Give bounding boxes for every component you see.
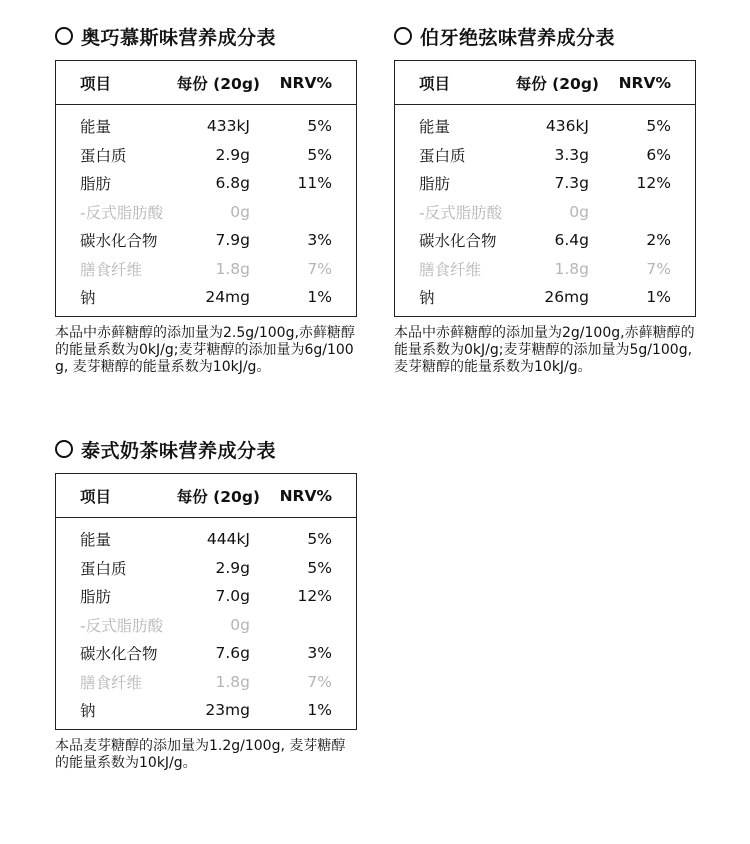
- circle-icon: [55, 27, 73, 45]
- nutrient-name: 钠: [80, 289, 96, 308]
- table-row-energy: [56, 525, 356, 554]
- table-row-protein: [395, 141, 695, 170]
- nutrient-value: 433kJ: [206, 117, 250, 136]
- nutrient-nrv: 1%: [307, 288, 332, 307]
- table-row-fat: [395, 169, 695, 198]
- nutrient-name: 能量: [80, 118, 112, 137]
- nutrient-name: 碳水化合物: [80, 645, 158, 664]
- nutrient-value: 0g: [230, 202, 250, 221]
- nutrition-table: [55, 60, 357, 317]
- nutrient-value: 6.4g: [554, 231, 589, 250]
- table-row-trans-fat: [56, 198, 356, 227]
- nutrient-value: 26mg: [544, 288, 589, 307]
- table-body: [56, 518, 356, 729]
- nutrient-name: -反式脂肪酸: [80, 203, 164, 222]
- nutrient-value: 24mg: [205, 288, 250, 307]
- nutrient-name: 膳食纤维: [80, 673, 143, 692]
- nutrient-value: 7.6g: [215, 644, 250, 663]
- nutrient-nrv: 3%: [307, 644, 332, 663]
- nutrient-name: 碳水化合物: [80, 232, 158, 251]
- nutrient-name: 膳食纤维: [419, 260, 482, 279]
- table-row-fiber: [395, 255, 695, 284]
- table-header: [395, 61, 695, 105]
- nutrient-nrv: 5%: [307, 558, 332, 577]
- nutrient-nrv: 7%: [307, 259, 332, 278]
- nutrient-value: 2.9g: [215, 145, 250, 164]
- table-row-fat: [56, 582, 356, 611]
- nutrient-nrv: 5%: [307, 145, 332, 164]
- nutrient-name: -反式脂肪酸: [419, 203, 503, 222]
- nutrient-value: 7.0g: [215, 587, 250, 606]
- nutrition-panel-chocolate-mousse: [55, 24, 357, 376]
- nutrient-nrv: 2%: [646, 231, 671, 250]
- nutrient-nrv: 5%: [646, 117, 671, 136]
- header-nrv: NRV%: [279, 486, 332, 505]
- nutrient-name: 膳食纤维: [80, 260, 143, 279]
- table-row-trans-fat: [56, 611, 356, 640]
- nutrition-panel-boya-juexian: [394, 24, 696, 376]
- nutrient-name: 能量: [80, 531, 112, 550]
- nutrient-nrv: 7%: [646, 259, 671, 278]
- header-per-serving: 每份 (20g): [515, 74, 599, 93]
- table-header: [56, 474, 356, 518]
- header-item: 项目: [80, 487, 112, 506]
- circle-icon: [55, 440, 73, 458]
- nutrient-nrv: 1%: [646, 288, 671, 307]
- nutrient-nrv: 1%: [307, 701, 332, 720]
- table-header: [56, 61, 356, 105]
- nutrient-value: 7.3g: [554, 174, 589, 193]
- nutrient-nrv: 12%: [636, 174, 671, 193]
- nutrient-nrv: 5%: [307, 530, 332, 549]
- panel-title-text: 奥巧慕斯味营养成分表: [81, 26, 277, 49]
- nutrition-table: [55, 473, 357, 730]
- table-row-trans-fat: [395, 198, 695, 227]
- header-nrv: NRV%: [618, 73, 671, 92]
- table-row-sodium: [395, 283, 695, 312]
- table-row-protein: [56, 554, 356, 583]
- table-row-carbohydrate: [395, 226, 695, 255]
- nutrition-panel-thai-milk-tea: [55, 437, 357, 772]
- table-row-energy: [395, 112, 695, 141]
- nutrient-value: 436kJ: [545, 117, 589, 136]
- nutrient-value: 1.8g: [215, 259, 250, 278]
- panel-note: 本品麦芽糖醇的添加量为1.2g/100g, 麦芽糖醇的能量系数为10kJ/g。: [55, 737, 346, 771]
- nutrient-name: -反式脂肪酸: [80, 616, 164, 635]
- table-row-fiber: [56, 255, 356, 284]
- table-row-sodium: [56, 283, 356, 312]
- nutrient-nrv: 3%: [307, 231, 332, 250]
- nutrient-name: 钠: [80, 702, 96, 721]
- nutrient-nrv: 7%: [307, 672, 332, 691]
- panel-note: 本品中赤藓糖醇的添加量为2g/100g,赤藓糖醇的能量系数为0kJ/g;麦芽糖醇的添加量为5g/100g, 麦芽糖醇的能量系数为10kJ/g。: [394, 324, 695, 375]
- header-item: 项目: [419, 74, 451, 93]
- nutrient-value: 444kJ: [206, 530, 250, 549]
- table-row-carbohydrate: [56, 226, 356, 255]
- table-row-fat: [56, 169, 356, 198]
- nutrient-name: 钠: [419, 289, 435, 308]
- nutrient-name: 脂肪: [80, 175, 112, 194]
- nutrient-nrv: 12%: [297, 587, 332, 606]
- table-row-fiber: [56, 668, 356, 697]
- panel-title: [394, 24, 696, 48]
- nutrient-value: 1.8g: [554, 259, 589, 278]
- nutrient-value: 0g: [569, 202, 589, 221]
- nutrient-nrv: 6%: [646, 145, 671, 164]
- nutrient-nrv: 5%: [307, 117, 332, 136]
- header-per-serving: 每份 (20g): [176, 487, 260, 506]
- nutrient-name: 脂肪: [80, 588, 112, 607]
- nutrient-name: 能量: [419, 118, 451, 137]
- table-row-carbohydrate: [56, 639, 356, 668]
- header-nrv: NRV%: [279, 73, 332, 92]
- panel-title: [55, 24, 357, 48]
- nutrient-name: 脂肪: [419, 175, 451, 194]
- panel-title: [55, 437, 357, 461]
- panel-title-text: 伯牙绝弦味营养成分表: [420, 26, 616, 49]
- nutrient-value: 1.8g: [215, 672, 250, 691]
- header-per-serving: 每份 (20g): [176, 74, 260, 93]
- nutrition-table: [394, 60, 696, 317]
- header-item: 项目: [80, 74, 112, 93]
- table-row-sodium: [56, 696, 356, 725]
- table-body: [395, 105, 695, 316]
- table-body: [56, 105, 356, 316]
- nutrient-value: 6.8g: [215, 174, 250, 193]
- nutrient-name: 蛋白质: [80, 146, 127, 165]
- nutrient-value: 0g: [230, 615, 250, 634]
- nutrient-value: 3.3g: [554, 145, 589, 164]
- nutrient-value: 2.9g: [215, 558, 250, 577]
- table-row-protein: [56, 141, 356, 170]
- nutrient-value: 7.9g: [215, 231, 250, 250]
- nutrient-nrv: 11%: [297, 174, 332, 193]
- nutrient-name: 蛋白质: [80, 559, 127, 578]
- circle-icon: [394, 27, 412, 45]
- panel-note: 本品中赤藓糖醇的添加量为2.5g/100g,赤藓糖醇的能量系数为0kJ/g;麦芽糖醇的添加量为6g/100g, 麦芽糖醇的能量系数为10kJ/g。: [55, 324, 355, 375]
- nutrient-value: 23mg: [205, 701, 250, 720]
- panel-title-text: 泰式奶茶味营养成分表: [81, 439, 277, 462]
- nutrient-name: 蛋白质: [419, 146, 466, 165]
- nutrient-name: 碳水化合物: [419, 232, 497, 251]
- table-row-energy: [56, 112, 356, 141]
